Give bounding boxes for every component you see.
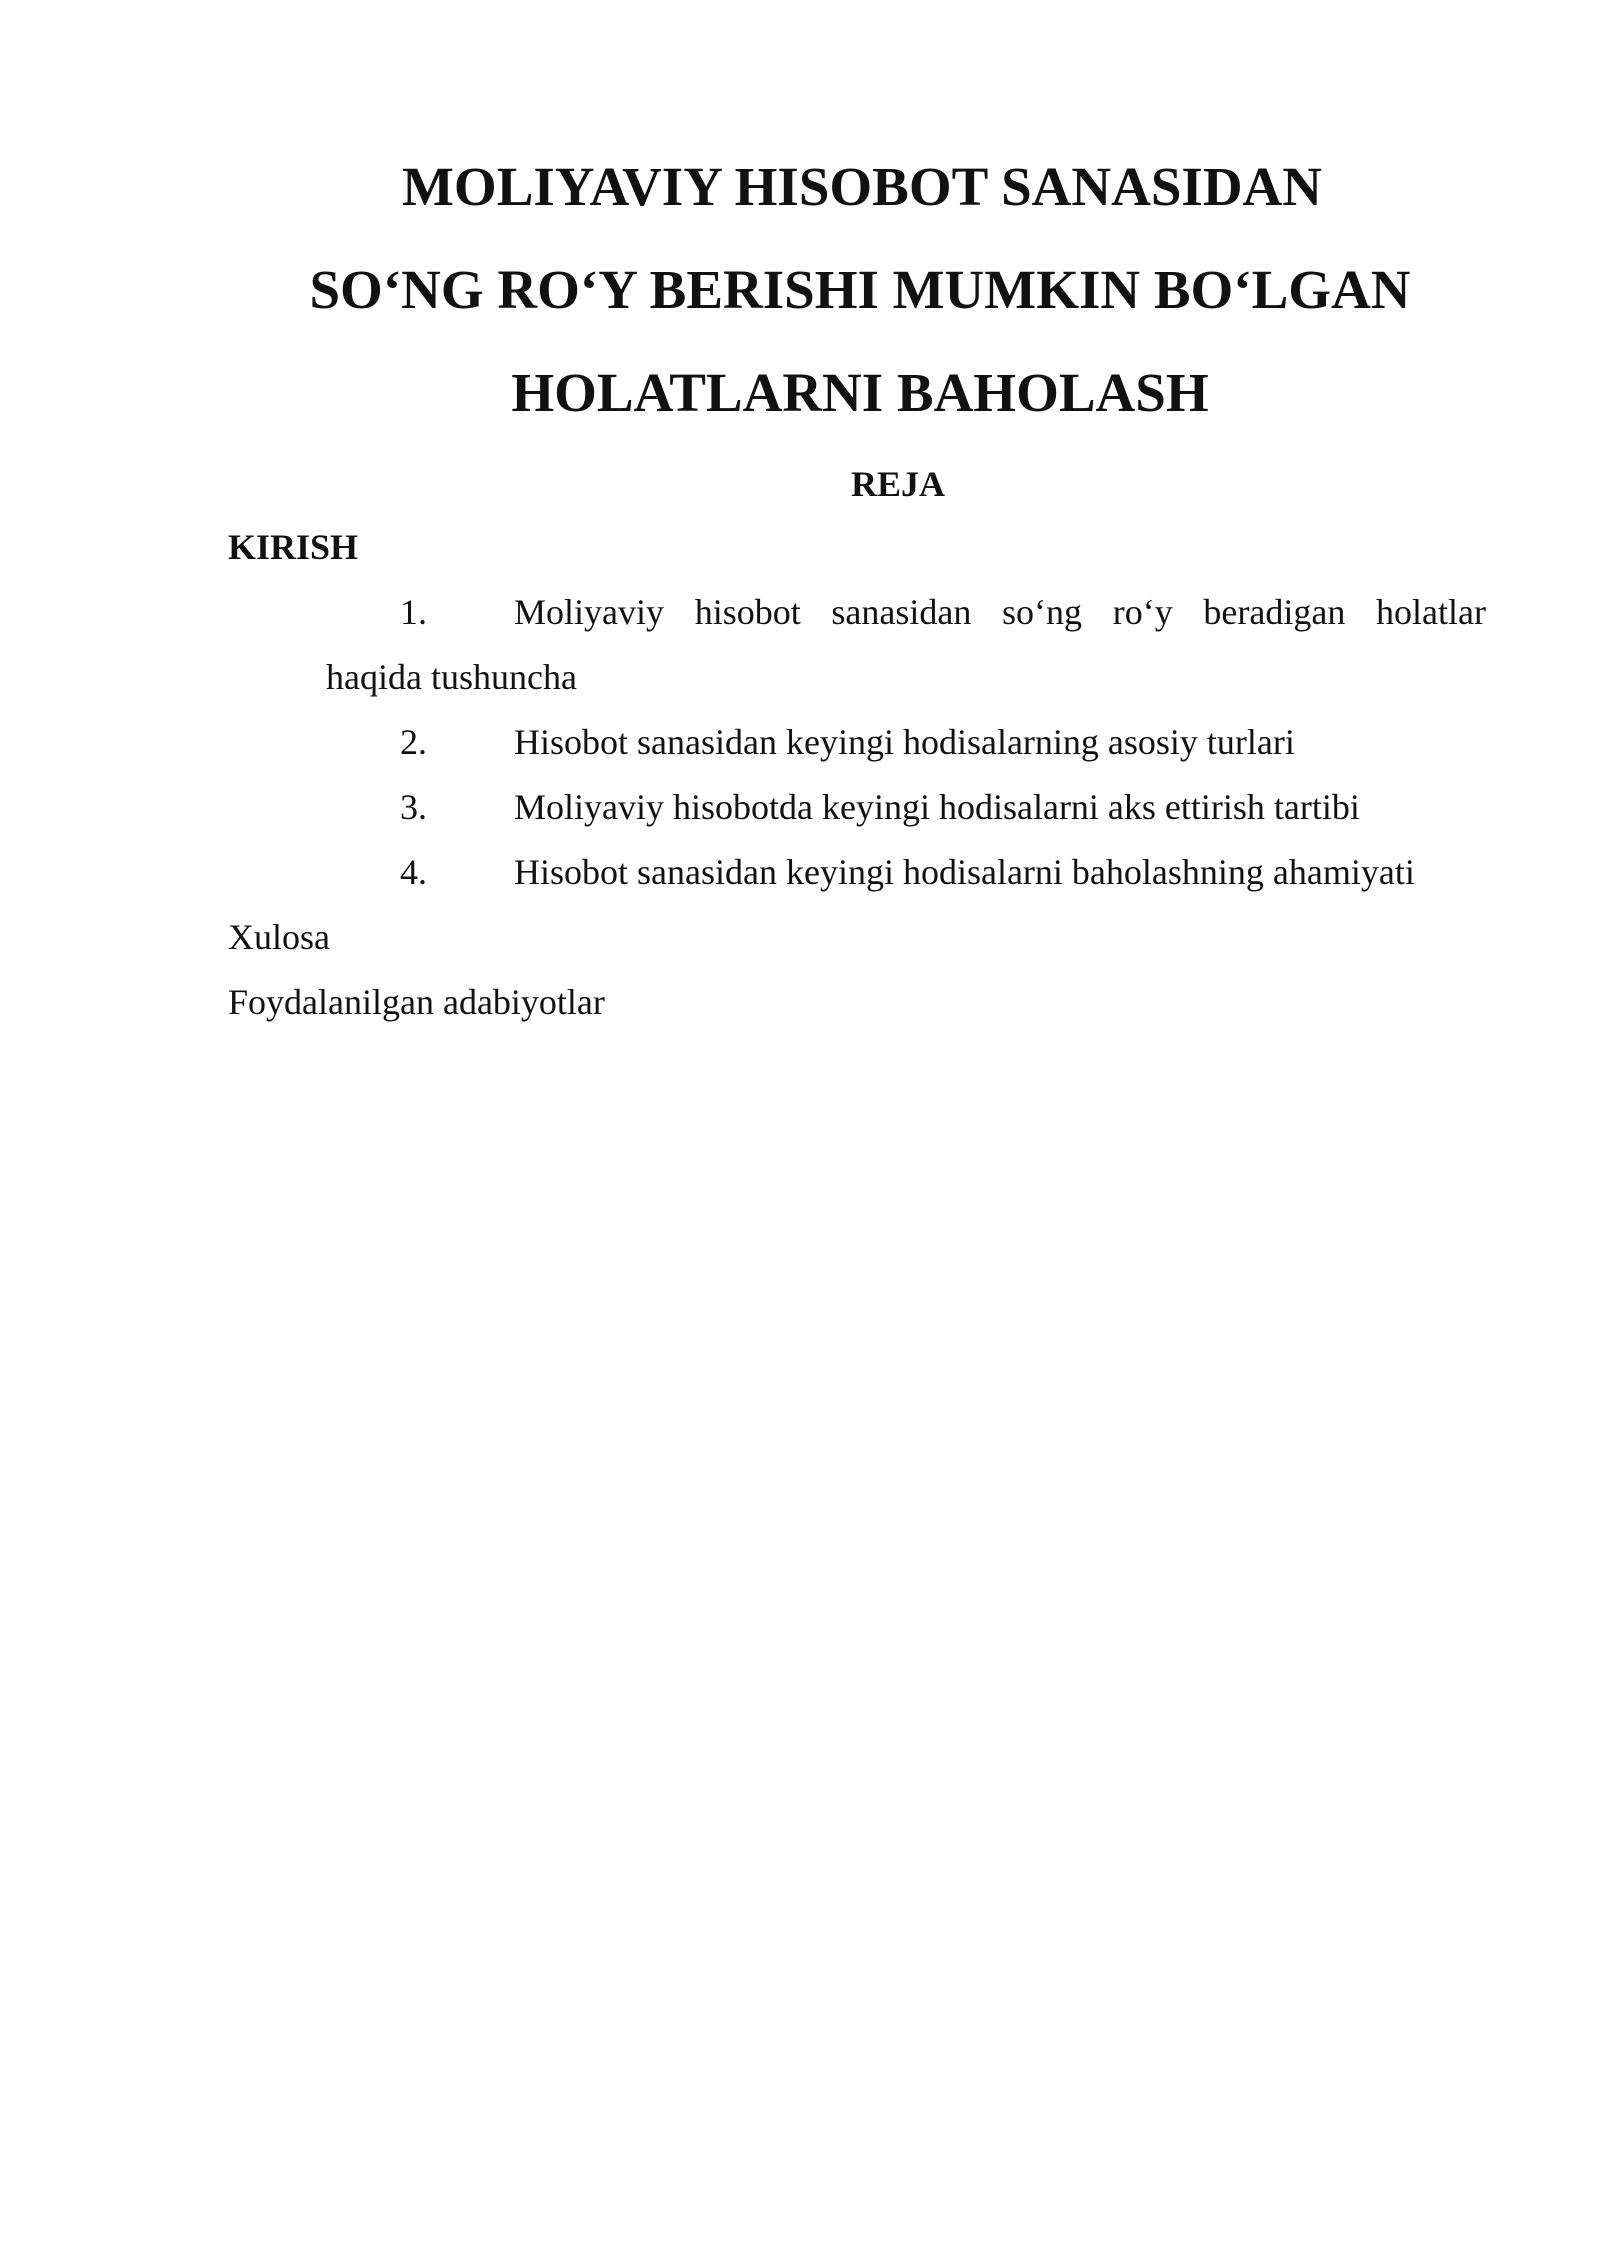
conclusion-heading: Xulosa bbox=[228, 917, 330, 957]
plan-item-text: Hisobot sanasidan keyingi hodisalarning asosiy turlari bbox=[514, 722, 1295, 762]
plan-item-number: 4. bbox=[400, 852, 427, 892]
document-title-line-1: MOLIYAVIY HISOBOT SANASIDAN bbox=[402, 156, 1322, 217]
document-title-line-3: HOLATLARNI BAHOLASH bbox=[511, 362, 1209, 423]
plan-item-number: 3. bbox=[400, 787, 427, 827]
plan-item-text: Moliyaviy hisobot sanasidan so‘ng ro‘y beradigan holatlar bbox=[514, 592, 1486, 632]
plan-item-text: Hisobot sanasidan keyingi hodisalarni baholashning ahamiyati bbox=[514, 852, 1415, 892]
plan-item-text-continuation: haqida tushuncha bbox=[326, 657, 577, 697]
plan-item-text: Moliyaviy hisobotda keyingi hodisalarni aks ettirish tartibi bbox=[514, 787, 1360, 827]
intro-heading: KIRISH bbox=[228, 527, 359, 567]
plan-item-number: 1. bbox=[400, 592, 427, 632]
plan-item-number: 2. bbox=[400, 722, 427, 762]
document-title-line-2: SO‘NG RO‘Y BERISHI MUMKIN BO‘LGAN bbox=[309, 259, 1411, 320]
plan-heading: REJA bbox=[850, 464, 945, 504]
plan-item-1 bbox=[326, 590, 1486, 700]
references-heading: Foydalanilgan adabiyotlar bbox=[228, 982, 605, 1022]
